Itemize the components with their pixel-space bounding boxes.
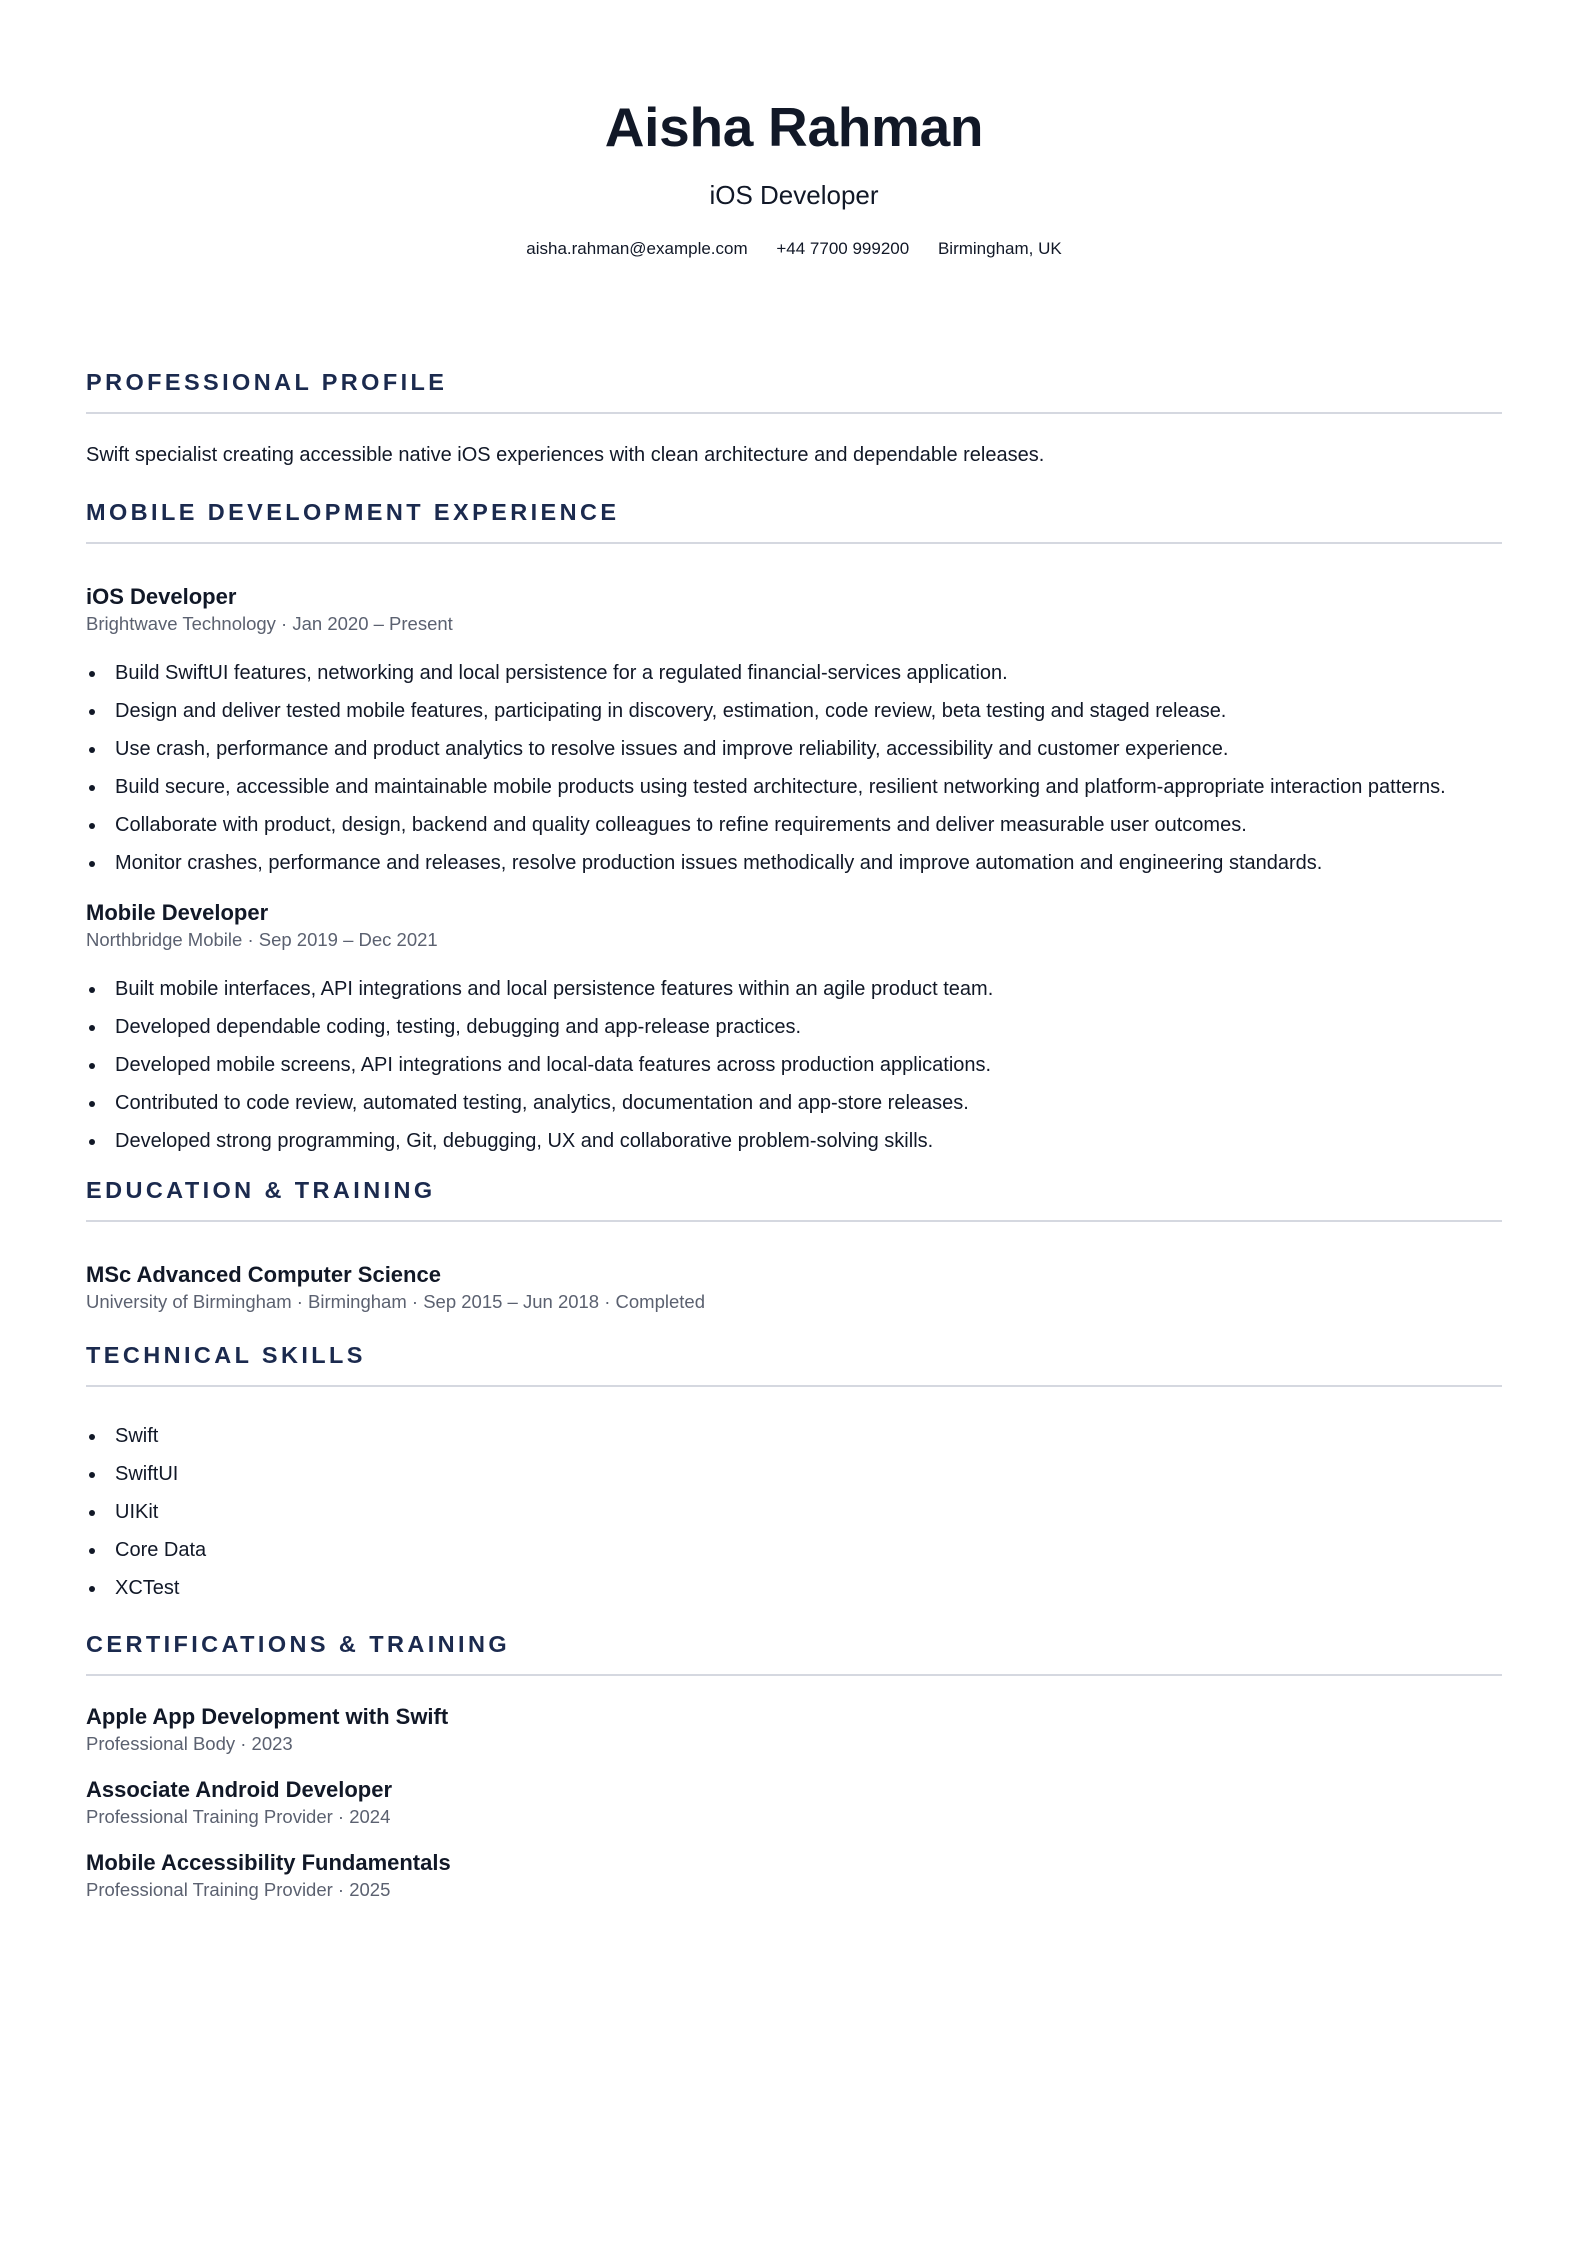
- skills-section-title: TECHNICAL SKILLS: [86, 1340, 1502, 1387]
- certification-name: Apple App Development with Swift: [86, 1704, 449, 1729]
- job-bullet: Contributed to code review, automated testing, analytics, documentation and app-store releases.: [86, 1088, 1502, 1119]
- job-bullet: Build SwiftUI features, networking and local persistence for a regulated financial-services application.: [86, 658, 1502, 689]
- contact-email: aisha.rahman@example.com: [526, 239, 748, 258]
- profile-section-title: PROFESSIONAL PROFILE: [86, 367, 1502, 414]
- experience-section-title: MOBILE DEVELOPMENT EXPERIENCE: [86, 497, 1502, 544]
- certification-meta: Professional Training Provider · 2024: [86, 1806, 391, 1827]
- education-entry: [86, 1261, 1502, 1315]
- job-bullet: Collaborate with product, design, backend and quality colleagues to refine requirements and deliver measurable user outcomes.: [86, 810, 1502, 841]
- candidate-headline: iOS Developer: [709, 180, 879, 210]
- job-bullets: [86, 658, 1502, 879]
- job-entry: [86, 583, 1502, 879]
- certifications-section: [86, 1629, 1502, 1903]
- skill-item: Swift: [86, 1421, 1502, 1452]
- skills-list: [86, 1421, 1502, 1604]
- skill-item: SwiftUI: [86, 1459, 1502, 1490]
- candidate-name: Aisha Rahman: [604, 96, 984, 158]
- education-meta: University of Birmingham · Birmingham · Sep 2015 – Jun 2018 · Completed: [86, 1291, 706, 1312]
- certification-name: Mobile Accessibility Fundamentals: [86, 1850, 451, 1875]
- certification-name: Associate Android Developer: [86, 1777, 393, 1802]
- certification-entry: [86, 1776, 1502, 1830]
- job-bullet: Build secure, accessible and maintainable mobile products using tested architecture, resilient networking and platform-appropriate interaction patterns.: [86, 772, 1502, 803]
- job-bullet: Built mobile interfaces, API integrations and local persistence features within an agile product team.: [86, 974, 1502, 1005]
- job-role: iOS Developer: [86, 584, 237, 609]
- job-meta: Northbridge Mobile · Sep 2019 – Dec 2021: [86, 929, 438, 950]
- job-bullet: Developed dependable coding, testing, debugging and app-release practices.: [86, 1012, 1502, 1043]
- job-meta: Brightwave Technology · Jan 2020 – Present: [86, 613, 453, 634]
- job-bullet: Monitor crashes, performance and releases, resolve production issues methodically and improve automation and engineering standards.: [86, 848, 1502, 879]
- skill-item: XCTest: [86, 1573, 1502, 1604]
- job-bullets: [86, 974, 1502, 1157]
- resume-header: [86, 0, 1502, 261]
- contact-location: Birmingham, UK: [937, 239, 1062, 258]
- education-section-title: EDUCATION & TRAINING: [86, 1175, 1502, 1222]
- certification-entry: [86, 1703, 1502, 1757]
- skills-section: [86, 1340, 1502, 1604]
- job-entry: [86, 899, 1502, 1157]
- contact-phone: +44 7700 999200: [776, 239, 910, 258]
- education-section: [86, 1175, 1502, 1315]
- profile-section: [86, 367, 1502, 469]
- certification-meta: Professional Body · 2023: [86, 1733, 293, 1754]
- job-bullet: Use crash, performance and product analytics to resolve issues and improve reliability, accessibility and customer experience.: [86, 734, 1502, 765]
- certification-meta: Professional Training Provider · 2025: [86, 1879, 391, 1900]
- certification-entry: [86, 1849, 1502, 1903]
- job-bullet: Design and deliver tested mobile features, participating in discovery, estimation, code review, beta testing and staged release.: [86, 696, 1502, 727]
- profile-summary: Swift specialist creating accessible native iOS experiences with clean architecture and dependable releases.: [86, 444, 1045, 466]
- job-bullet: Developed mobile screens, API integrations and local-data features across production applications.: [86, 1050, 1502, 1081]
- job-bullet: Developed strong programming, Git, debugging, UX and collaborative problem-solving skills.: [86, 1126, 1502, 1157]
- certifications-section-title: CERTIFICATIONS & TRAINING: [86, 1629, 1502, 1676]
- skill-item: UIKit: [86, 1497, 1502, 1528]
- skill-item: Core Data: [86, 1535, 1502, 1566]
- contact-line: [86, 237, 1502, 261]
- education-degree: MSc Advanced Computer Science: [86, 1262, 441, 1287]
- experience-section: [86, 497, 1502, 1157]
- job-role: Mobile Developer: [86, 900, 269, 925]
